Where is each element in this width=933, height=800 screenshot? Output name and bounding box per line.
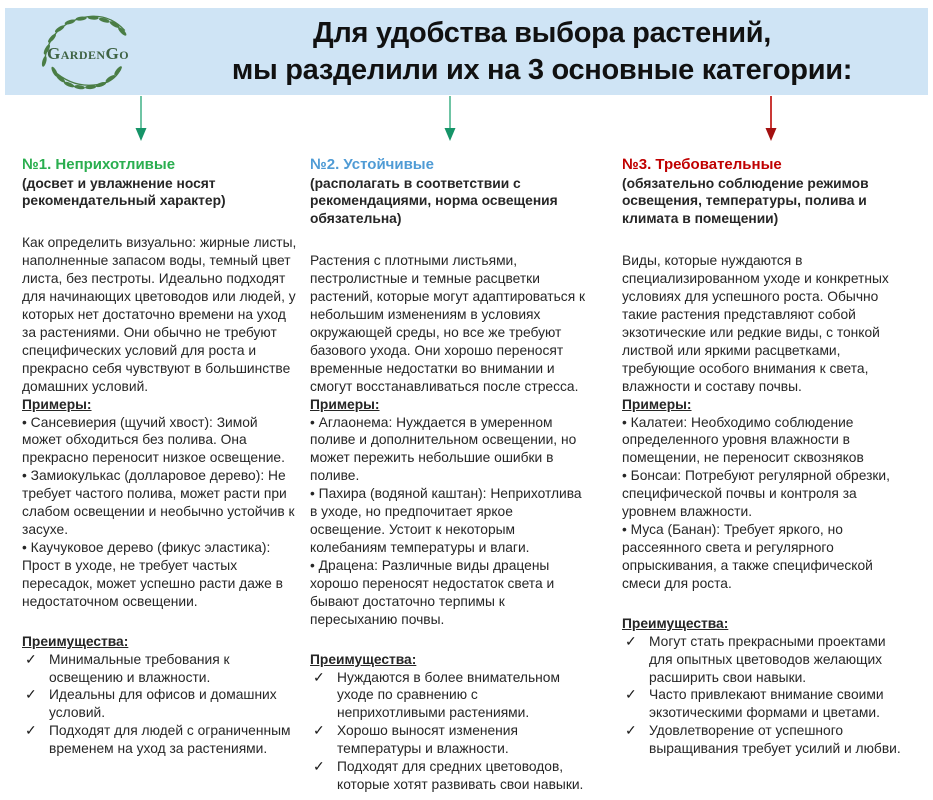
category3-examples-label: Примеры: [622, 396, 692, 412]
advantage-item: ✓ Минимальные требования к освещению и влажности. [22, 651, 298, 687]
category2-examples-label: Примеры: [310, 396, 380, 412]
category-column-3 [622, 155, 908, 758]
example-item: • Сансевиерия (щучий хвост): Зимой может обходиться без полива. Она прекрасно переносит низкое освещение. [22, 414, 298, 468]
advantage-item: ✓ Удовлетворение от успешного выращивания требует усилий и любви. [622, 722, 908, 758]
example-item: • Драцена: Различные виды драцены хорошо переносят недостаток света и бывают достаточно терпимы к пересыханию почвы. [310, 557, 588, 629]
category1-description: Как определить визуально: жирные листы, наполненные запасом воды, темный цвет листа, без пестроты. Идеально подходят для начинающих цветоводов или людей, у которых нет достаточно времени на уход за растениями. Они обычно не требуют специфических условий для роста и прекрасно себя чувствуют в большинстве домашних условий. [22, 235, 297, 394]
page-title-line2: мы разделили их на 3 основные категории: [231, 53, 853, 86]
advantage-item: ✓ Хорошо выносят изменения температуры и влажности. [310, 722, 588, 758]
category2-advantages-label: Преимущества: [310, 651, 417, 667]
page-title-line1: Для удобства выбора растений, [312, 16, 772, 49]
example-item: • Аглаонема: Нуждается в умеренном поливе и дополнительном освещении, но может пережить небольшие ошибки в поливе. [310, 414, 588, 486]
advantage-item: ✓ Подходят для средних цветоводов, которые хотят развивать свои навыки. [310, 758, 588, 794]
category3-title: №3. Требовательные [622, 156, 782, 173]
example-item: • Замиокулькас (долларовое дерево): Не требует частого полива, может расти при слабом освещении и необычно устойчив к засухе. [22, 467, 298, 539]
arrow-down-icon-category2 [443, 96, 457, 142]
header-band [5, 8, 928, 95]
category2-title: №2. Устойчивые [310, 156, 434, 173]
category3-advantages-label: Преимущества: [622, 615, 729, 631]
example-item: • Калатеи: Необходимо соблюдение определенного уровня влажности в помещении, не переносит сквозняков [622, 414, 908, 468]
category-column-2 [310, 155, 588, 794]
example-item: • Пахира (водяной каштан): Неприхотлива в уходе, но предпочитает яркое освещение. Устоит к некоторым колебаниям температуры и влаги. [310, 485, 588, 557]
advantage-item: ✓ Часто привлекают внимание своими экзотическими формами и цветами. [622, 686, 908, 722]
example-item: • Муса (Банан): Требует яркого, но рассеянного света и регулярного опрыскивания, а также специфической смеси для роста. [622, 521, 908, 593]
advantage-item: ✓ Нуждаются в более внимательном уходе по сравнению с неприхотливыми растениями. [310, 669, 588, 723]
advantage-item: ✓ Могут стать прекрасными проектами для опытных цветоводов желающих расширить свои навыки. [622, 633, 908, 687]
category1-advantages-label: Преимущества: [22, 633, 129, 649]
page-title [170, 15, 928, 89]
logo-text: GardenGo [46, 43, 129, 63]
laurel-wreath-icon [28, 10, 148, 94]
arrow-down-icon-category1 [134, 96, 148, 142]
advantage-item: ✓ Подходят для людей с ограниченным временем на уход за растениями. [22, 722, 298, 758]
advantage-item: ✓ Идеальны для офисов и домашних условий. [22, 686, 298, 722]
category1-title: №1. Неприхотливые [22, 156, 176, 173]
category2-description: Растения с плотными листьями, пестролистные и темные расцветки растений, которые могут адаптироваться к небольшим изменениям в условиях окружающей среды, но все же требуют базового ухода. Они хорошо переносят временные недостатки во внимании и смогут восстанавливаться после стресса. [310, 253, 586, 394]
category1-subtitle: (досвет и увлажнение носят рекомендательный характер) [22, 175, 226, 209]
example-item: • Каучуковое дерево (фикус эластика): Прост в уходе, не требует частых пересадок, может успешно расти даже в недостаточном освещении. [22, 539, 298, 611]
category1-examples-label: Примеры: [22, 396, 92, 412]
gardengo-logo [5, 10, 170, 94]
category3-description: Виды, которые нуждаются в специализированном уходе и конкретных условиях для успешного роста. Обычно такие растения представляют собой экзотические или редкие виды, с тонкой листвой или яркими расцветками, требующие особого внимания к света, влажности и составу почвы. [622, 253, 889, 394]
category-column-1 [22, 155, 298, 758]
arrow-down-icon-category3 [764, 96, 778, 142]
category3-subtitle: (обязательно соблюдение режимов освещения, температуры, полива и климата в помещении) [622, 175, 869, 227]
category2-subtitle: (располагать в соответствии с рекомендациями, норма освещения обязательна) [310, 175, 558, 227]
example-item: • Бонсаи: Потребуют регулярной обрезки, специфической почвы и контроля за уровнем влажности. [622, 467, 908, 521]
